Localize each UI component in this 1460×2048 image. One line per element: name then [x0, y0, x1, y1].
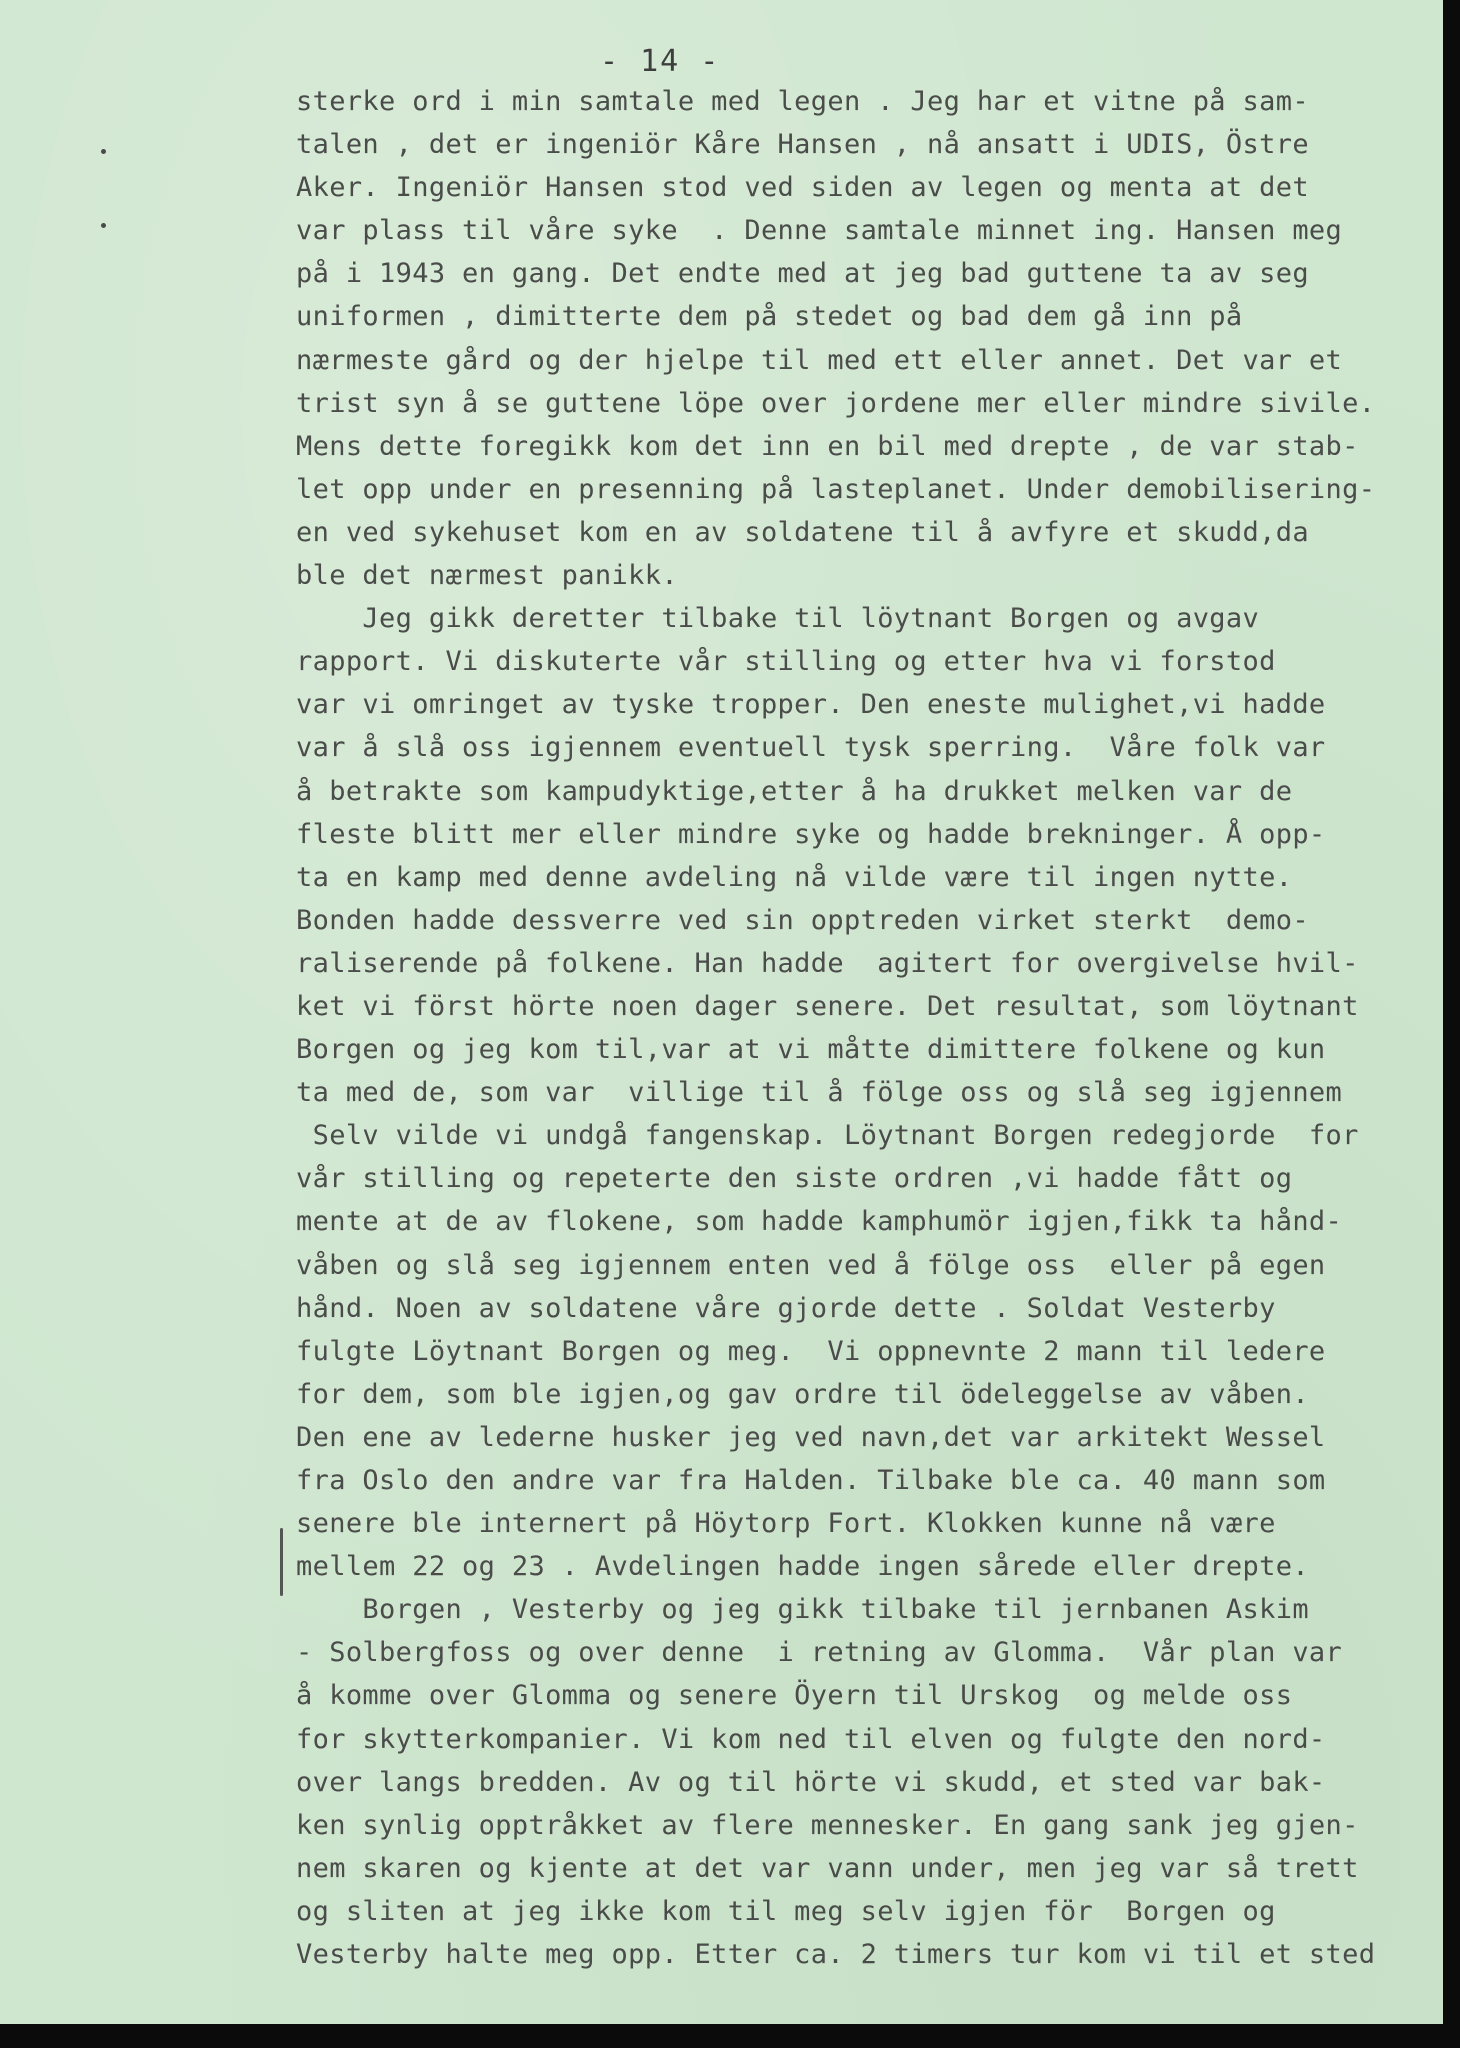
- text-line: sterke ord i min samtale med legen . Jeg har et vitne på sam-: [296, 86, 1309, 117]
- text-line: raliserende på folkene. Han hadde agitert for overgivelse hvil-: [296, 947, 1359, 979]
- text-line: - Solbergfoss og over denne i retning av Glomma. Vår plan var: [296, 1637, 1343, 1669]
- text-line: uniformen , dimitterte dem på stedet og bad dem gå inn på: [296, 301, 1243, 333]
- text-line: fra Oslo den andre var fra Halden. Tilbake ble ca. 40 mann som: [296, 1465, 1326, 1496]
- page-number: - 14 -: [600, 44, 721, 79]
- text-line: ken synlig opptråkket av flere mennesker. En gang sank jeg gjen-: [296, 1809, 1359, 1841]
- text-line: Borgen , Vesterby og jeg gikk tilbake til jernbanen Askim: [296, 1594, 1309, 1626]
- text-line: ta med de, som var villige til å fölge oss og slå seg igjennem: [296, 1077, 1343, 1109]
- text-line: trist syn å se guttene löpe over jordene mer eller mindre sivile.: [296, 387, 1376, 419]
- text-line: fulgte Löytnant Borgen og meg. Vi oppnevnte 2 mann til ledere: [296, 1335, 1326, 1367]
- text-line: var å slå oss igjennem eventuell tysk sperring. Våre folk var: [296, 732, 1326, 764]
- margin-dot: [101, 149, 106, 154]
- text-line: mente at de av flokene, som hadde kamphumör igjen,fikk ta hånd-: [296, 1206, 1343, 1238]
- text-line: nærmeste gård og der hjelpe til med ett eller annet. Det var et: [296, 344, 1343, 376]
- text-line: mellem 22 og 23 . Avdelingen hadde ingen sårede eller drepte.: [296, 1551, 1309, 1583]
- text-line: ta en kamp med denne avdeling nå vilde være til ingen nytte.: [296, 861, 1293, 893]
- text-line: Aker. Ingeniör Hansen stod ved siden av legen og menta at det: [296, 172, 1309, 204]
- text-line: rapport. Vi diskuterte vår stilling og etter hva vi forstod: [296, 646, 1276, 678]
- text-line: for dem, som ble igjen,og gav ordre til ödeleggelse av våben.: [296, 1378, 1309, 1410]
- margin-bar: [280, 1528, 283, 1596]
- text-line: nem skaren og kjente at det var vann under, men jeg var så trett: [296, 1852, 1359, 1884]
- text-line: vår stilling og repeterte den siste ordren ,vi hadde fått og: [296, 1163, 1293, 1195]
- text-line: senere ble internert på Höytorp Fort. Klokken kunne nå være: [296, 1508, 1276, 1540]
- text-line: Den ene av lederne husker jeg ved navn,det var arkitekt Wessel: [296, 1421, 1326, 1453]
- text-line: let opp under en presenning på lasteplanet. Under demobilisering-: [296, 473, 1376, 505]
- text-line: ket vi först hörte noen dager senere. Det resultat, som löytnant: [296, 990, 1359, 1022]
- text-line: var vi omringet av tyske tropper. Den eneste mulighet,vi hadde: [296, 689, 1326, 721]
- text-line: ble det nærmest panikk.: [296, 560, 678, 592]
- text-line: Mens dette foregikk kom det inn en bil med drepte , de var stab-: [296, 430, 1359, 462]
- text-line: Bonden hadde dessverre ved sin opptreden virket sterkt demo-: [296, 904, 1309, 936]
- text-line: fleste blitt mer eller mindre syke og hadde brekninger. Å opp-: [296, 818, 1326, 850]
- text-line: for skytterkompanier. Vi kom ned til elven og fulgte den nord-: [296, 1723, 1326, 1755]
- text-line: våben og slå seg igjennem enten ved å fölge oss eller på egen: [296, 1249, 1326, 1281]
- text-line: Jeg gikk deretter tilbake til löytnant Borgen og avgav: [296, 603, 1260, 635]
- typed-text-body: [296, 80, 1436, 1976]
- text-line: var plass til våre syke . Denne samtale minnet ing. Hansen meg: [296, 215, 1343, 247]
- text-line: på i 1943 en gang. Det endte med at jeg bad guttene ta av seg: [296, 258, 1309, 290]
- text-line: Selv vilde vi undgå fangenskap. Löytnant Borgen redegjorde for: [296, 1120, 1359, 1152]
- text-line: og sliten at jeg ikke kom til meg selv igjen för Borgen og: [296, 1895, 1276, 1927]
- text-line: å betrakte som kampudyktige,etter å ha drukket melken var de: [296, 775, 1293, 807]
- text-line: å komme over Glomma og senere Öyern til Urskog og melde oss: [296, 1680, 1293, 1712]
- text-line: over langs bredden. Av og til hörte vi skudd, et sted var bak-: [296, 1766, 1326, 1798]
- text-line: en ved sykehuset kom en av soldatene til å avfyre et skudd,da: [296, 516, 1309, 548]
- text-line: Borgen og jeg kom til,var at vi måtte dimittere folkene og kun: [296, 1034, 1326, 1066]
- text-line: Vesterby halte meg opp. Etter ca. 2 timers tur kom vi til et sted: [296, 1939, 1376, 1971]
- margin-dot: [101, 223, 106, 228]
- text-line: talen , det er ingeniör Kåre Hansen , nå ansatt i UDIS, Östre: [296, 129, 1309, 161]
- text-line: hånd. Noen av soldatene våre gjorde dette . Soldat Vesterby: [296, 1292, 1276, 1324]
